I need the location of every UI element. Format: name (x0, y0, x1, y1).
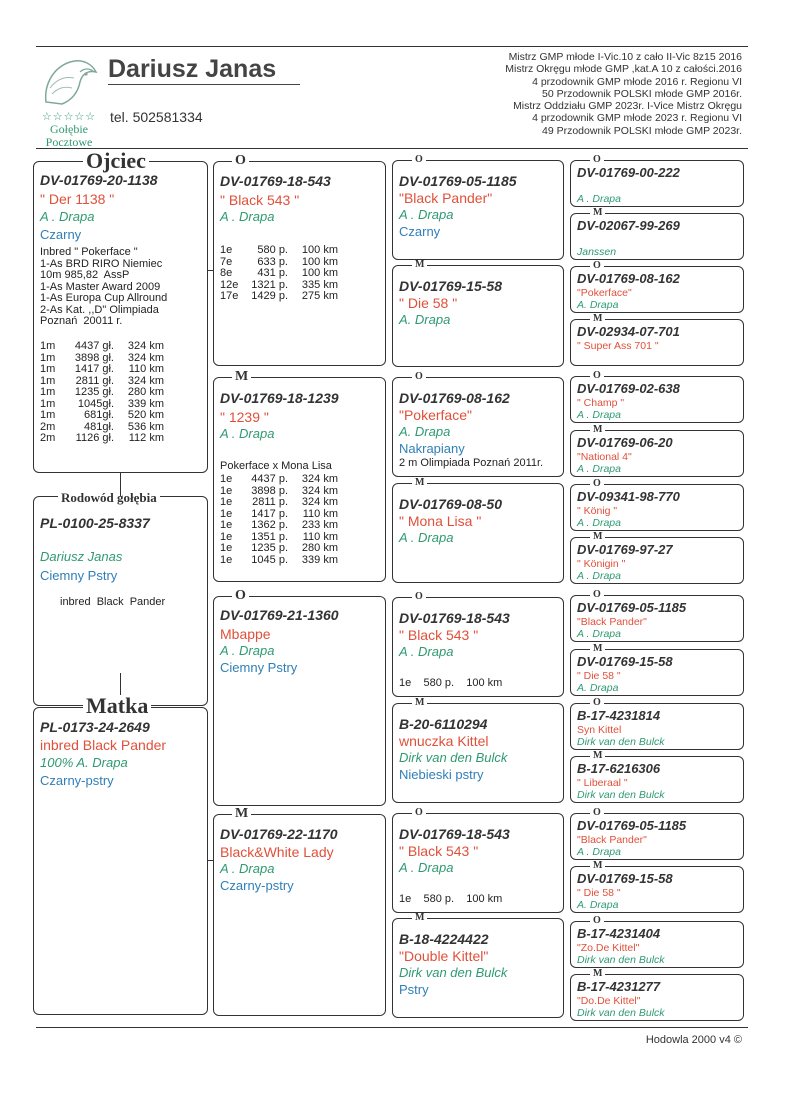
gen3-card-3 (392, 483, 564, 583)
achievements (505, 51, 742, 137)
result-cell: 1235 gł. (74, 386, 114, 398)
gen3-name: "Black Pander" (399, 190, 493, 206)
result-cell: 339 km (301, 553, 338, 566)
subject-ring: PL-0100-25-8337 (40, 515, 150, 531)
result-cell: 481gł. (84, 420, 114, 433)
result-cell: 100 km (301, 244, 338, 256)
gen4-card-2 (570, 266, 744, 313)
result-cell: 324 km (127, 340, 164, 352)
gen4-card-3 (570, 319, 744, 366)
gen4-card-9 (570, 649, 744, 696)
gen4-breeder: A. Drapa (577, 299, 619, 311)
achievement-5: Mistrz Oddziału GMP 2023r. I-Vice Mistrz Okręgu (513, 100, 742, 113)
gen2-ring: DV-01769-18-1239 (220, 390, 339, 406)
result-cell: 1m (40, 386, 56, 398)
result-cell: 100 km (301, 267, 338, 279)
result-row (220, 474, 381, 486)
gen4-ring: DV-09341-98-770 (577, 489, 680, 504)
subject-mother-connector (120, 673, 121, 695)
result-row (40, 433, 203, 445)
gen3-card-2 (392, 377, 564, 477)
gen2-sex-label: M (232, 807, 251, 821)
gen3-sex-label: M (412, 698, 427, 708)
gen4-card-1 (570, 213, 744, 260)
gen2-results (220, 474, 381, 566)
gen4-sex-label: M (590, 751, 605, 761)
gen3-sex-label: O (412, 808, 426, 818)
gen2-card-0 (213, 161, 386, 366)
connector (208, 270, 213, 271)
gen3-colour: Pstry (399, 982, 429, 997)
gen3-sex-label: M (412, 478, 427, 488)
result-cell: 280 km (127, 386, 164, 398)
gen4-breeder: A . Drapa (577, 628, 621, 640)
gen4-breeder: Dirk van den Bulck (577, 789, 665, 801)
gen4-breeder: Janssen (577, 246, 617, 258)
result-cell: 280 km (301, 542, 338, 554)
gen4-card-14 (570, 921, 744, 968)
gen3-sex-label: O (412, 372, 426, 382)
result-row (40, 387, 203, 399)
gen3-ring: DV-01769-08-162 (399, 390, 510, 406)
gen2-colour: Czarny-pstry (220, 878, 294, 893)
gen3-ring: B-20-6110294 (399, 716, 488, 732)
result-cell: 1m (40, 409, 56, 421)
gen3-colour: Czarny (399, 224, 441, 239)
gen3-breeder: A. Drapa (399, 424, 451, 439)
result-row (220, 486, 381, 498)
achievement-6: 4 przodownik GMP młode 2023 r. Regionu VI (532, 112, 742, 125)
gen3-sex-label: O (412, 155, 426, 165)
result-cell: 17e (220, 290, 239, 302)
result-cell: 324 km (127, 351, 164, 364)
gen3-card-7 (392, 918, 564, 1018)
connector (208, 860, 213, 861)
gen4-ring: DV-02067-99-269 (577, 218, 680, 233)
gen4-ring: DV-01769-15-58 (577, 871, 673, 886)
gen4-name: "Black Pander" (577, 616, 647, 628)
gen3-ring: B-18-4224422 (399, 931, 489, 947)
result-row (220, 291, 381, 303)
result-row (40, 364, 203, 376)
result-cell: 1m (40, 340, 56, 352)
result-cell: 1e (220, 542, 233, 554)
software-credit: Hodowla 2000 v4 © (645, 1034, 742, 1046)
gen2-ring: DV-01769-21-1360 (220, 607, 339, 623)
result-cell: 1e (220, 519, 233, 531)
subject-colour: Ciemny Pstry (40, 568, 118, 583)
result-cell: 275 km (301, 290, 338, 302)
gen3-breeder: A . Drapa (399, 207, 454, 222)
gen3-ring: DV-01769-18-543 (399, 826, 510, 842)
result-cell: 536 km (127, 420, 164, 433)
result-cell: 1e (220, 507, 233, 520)
gen2-sex-label: O (232, 154, 249, 168)
achievement-7: 49 Przodownik POLSKI młode GMP 2023r. (542, 124, 742, 137)
result-cell: 580 p. (257, 244, 288, 256)
gen4-sex-label: O (590, 916, 604, 926)
pigeon-logo-icon (34, 54, 104, 106)
gen4-ring: DV-01769-15-58 (577, 654, 673, 669)
gen3-breeder: Dirk van den Bulck (399, 750, 508, 765)
result-cell: 4437 gł. (74, 340, 114, 352)
gen2-breeder: A . Drapa (220, 861, 275, 876)
result-cell: 1045gł. (77, 397, 114, 410)
gen4-card-7 (570, 537, 744, 584)
gen3-card-5 (392, 703, 564, 803)
gen4-name: "Do.De Kittel" (577, 995, 641, 1007)
achievement-4: 50 Przodownik POLSKI młode GMP 2016r. (542, 87, 742, 100)
gen3-ring: DV-01769-08-50 (399, 496, 502, 512)
result-row (40, 341, 203, 353)
gen3-card-0 (392, 160, 564, 260)
result-cell: 233 km (301, 519, 338, 531)
gen4-breeder: A . Drapa (577, 463, 621, 475)
gen4-ring: B-17-4231814 (577, 708, 661, 723)
result-cell: 1362 p. (251, 519, 288, 531)
gen4-breeder: A . Drapa (577, 193, 621, 205)
gen3-breeder: A . Drapa (399, 860, 454, 875)
gen4-sex-label: O (590, 590, 604, 600)
pedigree-label: Rodowód gołębia (58, 491, 160, 504)
gen4-breeder: A . Drapa (577, 846, 621, 858)
gen3-colour: Niebieski pstry (399, 767, 484, 782)
result-cell: 1429 p. (251, 290, 288, 302)
achievement-3: 4 przodownik GMP młode 2016 r. Regionu VI (532, 75, 742, 88)
result-cell: 100 km (301, 255, 338, 268)
mother-breeder: 100% A. Drapa (40, 755, 128, 770)
result-cell: 1e (220, 244, 233, 256)
result-row (40, 399, 203, 411)
result-cell: 1351 p. (251, 530, 288, 543)
gen4-name: "Black Pander" (577, 834, 647, 846)
father-note: 2-As Kat. ,,D" Olimpiada (40, 303, 159, 316)
gen3-name: "Double Kittel" (399, 948, 489, 964)
result-cell: 110 km (128, 363, 164, 375)
father-name: " Der 1138 " (40, 191, 115, 207)
result-cell: 112 km (128, 432, 164, 444)
father-note: 1-As BRD RIRO Niemiec (40, 257, 163, 270)
gen2-name: Black&White Lady (220, 844, 334, 860)
gen3-breeder: A . Drapa (399, 644, 454, 659)
result-cell: 1e (220, 473, 233, 485)
gen4-sex-label: M (590, 425, 605, 435)
result-cell: 110 km (302, 530, 338, 543)
gen3-colour: Nakrapiany (399, 441, 465, 456)
result-cell: 1m (40, 363, 56, 375)
gen4-sex-label: M (590, 969, 605, 979)
gen4-sex-label: O (590, 808, 604, 818)
gen4-card-10 (570, 703, 744, 750)
gen2-card-2 (213, 596, 386, 806)
gen2-name: Mbappe (220, 626, 271, 642)
mother-label: Matka (83, 695, 151, 717)
gen2-card-3 (213, 814, 386, 1016)
result-cell: 1e (220, 484, 233, 497)
owner-name-underline (108, 84, 300, 85)
gen4-ring: DV-01769-00-222 (577, 165, 680, 180)
gen4-breeder: Dirk van den Bulck (577, 954, 665, 966)
father-note: 1-As Europa Cup Allround (40, 292, 168, 304)
gen2-results (220, 245, 381, 303)
result-row (220, 245, 381, 257)
result-cell: 1m (40, 397, 56, 410)
result-cell: 1m (40, 351, 56, 364)
gen4-name: "National 4" (577, 451, 632, 463)
logo (34, 54, 104, 149)
result-cell: 431 p. (257, 267, 288, 279)
result-cell: 1045 p. (251, 553, 288, 566)
result-row (40, 410, 203, 422)
gen3-ring: DV-01769-18-543 (399, 610, 510, 626)
gen4-ring: DV-01769-05-1185 (577, 818, 687, 833)
result-row (220, 497, 381, 509)
gen4-card-0 (570, 160, 744, 207)
result-cell: 1126 gł. (75, 432, 114, 444)
gen3-card-4 (392, 597, 564, 697)
result-cell: 324 km (301, 496, 338, 508)
father-note: Poznań 20011 r. (40, 315, 123, 327)
subject-note: inbred Black Pander (60, 596, 166, 608)
father-results (40, 341, 203, 445)
result-row (220, 532, 381, 544)
gen3-card-1 (392, 265, 564, 367)
gen2-name: " 1239 " (220, 409, 269, 425)
result-row (220, 280, 381, 292)
result-cell: 1e (220, 496, 233, 508)
gen3-result: 2 m Olimpiada Poznań 2011r. (399, 457, 544, 469)
gen4-name: " Königin " (577, 558, 626, 570)
gen4-sex-label: O (590, 261, 604, 271)
achievement-2: Mistrz Okręgu młode GMP ,kat.A 10 z całości.2016 (505, 63, 742, 76)
father-note: 10m 985,82 AssP (40, 269, 130, 281)
result-cell: 335 km (301, 278, 338, 291)
result-cell: 2811 gł. (75, 374, 114, 387)
gen4-card-6 (570, 484, 744, 531)
gen4-name: " König " (577, 505, 618, 517)
mother-colour: Czarny-pstry (40, 773, 114, 788)
gen4-breeder: A. Drapa (577, 899, 619, 911)
father-note: 1-As Master Award 2009 (40, 280, 161, 293)
result-cell: 633 p. (257, 255, 288, 268)
result-cell: 520 km (127, 409, 164, 421)
gen4-card-5 (570, 430, 744, 477)
gen3-breeder: A. Drapa (399, 312, 451, 327)
gen3-result: 1e 580 p. 100 km (399, 677, 503, 689)
result-row (220, 555, 381, 567)
mother-ring: PL-0173-24-2649 (40, 719, 150, 735)
result-row (40, 422, 203, 434)
gen3-result: 1e 580 p. 100 km (399, 893, 503, 905)
logo-text-2: Pocztowe (45, 135, 93, 149)
gen4-name: " Die 58 " (577, 670, 621, 682)
achievement-1: Mistrz GMP młode I-Vic.10 z cało II-Vic 8z15 2016 (508, 51, 742, 63)
gen3-name: " Mona Lisa " (399, 513, 482, 529)
gen2-card-1 (213, 377, 386, 582)
gen3-ring: DV-01769-05-1185 (399, 173, 517, 189)
gen4-ring: B-17-4231404 (577, 926, 661, 941)
gen4-name: " Super Ass 701 " (577, 340, 659, 352)
result-cell: 1235 p. (251, 542, 288, 554)
result-cell: 1m (40, 374, 56, 387)
gen2-note: Pokerface x Mona Lisa (220, 460, 332, 472)
result-row (220, 268, 381, 280)
result-cell: 1e (220, 553, 233, 566)
father-subject-connector (120, 473, 121, 496)
result-cell: 1417 p. (251, 507, 288, 520)
gen3-ring: DV-01769-15-58 (399, 278, 502, 294)
phone: tel. 502581334 (110, 109, 203, 125)
gen3-name: wnuczka Kittel (399, 733, 489, 749)
gen2-breeder: A . Drapa (220, 426, 275, 441)
gen3-name: " Die 58 " (399, 295, 458, 311)
gen4-ring: B-17-4231277 (577, 979, 661, 994)
gen2-ring: DV-01769-18-543 (220, 173, 331, 189)
gen4-ring: DV-01769-05-1185 (577, 600, 687, 615)
result-cell: 4437 p. (251, 473, 288, 485)
gen3-card-6 (392, 813, 564, 913)
result-cell: 1e (220, 530, 233, 543)
result-cell: 7e (220, 255, 233, 268)
gen4-sex-label: M (590, 314, 605, 324)
result-row (220, 257, 381, 269)
result-cell: 110 km (302, 507, 338, 520)
result-cell: 324 km (127, 374, 164, 387)
father-colour: Czarny (40, 227, 82, 242)
father-ring: DV-01769-20-1138 (40, 172, 158, 188)
gen4-name: " Die 58 " (577, 887, 621, 899)
father-label: Ojciec (83, 150, 149, 172)
gen4-breeder: A. Drapa (577, 682, 619, 694)
result-row (220, 543, 381, 555)
gen4-card-13 (570, 866, 744, 913)
result-row (220, 509, 381, 521)
gen3-sex-label: M (412, 260, 427, 270)
result-cell: 324 km (301, 473, 338, 485)
gen4-sex-label: O (590, 479, 604, 489)
gen4-ring: DV-02934-07-701 (577, 324, 680, 339)
gen4-ring: DV-01769-06-20 (577, 435, 673, 450)
gen4-sex-label: M (590, 861, 605, 871)
gen4-name: " Liberaal " (577, 777, 628, 789)
subject-breeder: Dariusz Janas (40, 549, 123, 564)
gen3-name: " Black 543 " (399, 843, 479, 859)
gen2-sex-label: O (232, 589, 249, 603)
gen4-ring: DV-01769-02-638 (577, 381, 680, 396)
result-cell: 1321 p. (251, 278, 288, 291)
gen4-sex-label: M (590, 208, 605, 218)
gen4-card-4 (570, 376, 744, 423)
gen4-name: "Zo.De Kittel" (577, 942, 640, 954)
gen4-sex-label: O (590, 155, 604, 165)
result-row (220, 520, 381, 532)
gen2-ring: DV-01769-22-1170 (220, 826, 338, 842)
gen4-card-15 (570, 974, 744, 1021)
gen4-sex-label: M (590, 532, 605, 542)
gen3-name: " Black 543 " (399, 627, 479, 643)
gen4-breeder: A . Drapa (577, 409, 621, 421)
father-breeder: A . Drapa (40, 209, 95, 224)
gen4-sex-label: M (590, 644, 605, 654)
result-cell: 2811 p. (252, 496, 288, 508)
gen4-name: " Champ " (577, 397, 625, 409)
result-cell: 3898 gł. (74, 351, 114, 364)
father-notes (40, 247, 203, 328)
gen3-breeder: A . Drapa (399, 530, 454, 545)
gen3-name: "Pokerface" (399, 407, 472, 423)
gen2-colour: Ciemny Pstry (220, 660, 298, 675)
gen3-sex-label: O (412, 592, 426, 602)
result-cell: 2m (40, 420, 56, 433)
header-top-rule (36, 46, 748, 47)
result-cell: 339 km (127, 397, 164, 410)
result-cell: 8e (220, 267, 233, 279)
father-card (33, 161, 208, 473)
result-cell: 12e (220, 278, 239, 291)
result-cell: 324 km (301, 484, 338, 497)
result-row (40, 376, 203, 388)
mother-card (33, 707, 208, 1015)
result-cell: 2m (40, 432, 56, 444)
result-cell: 681gł. (84, 409, 114, 421)
gen3-breeder: Dirk van den Bulck (399, 965, 508, 980)
gen4-sex-label: O (590, 698, 604, 708)
gen4-ring: DV-01769-97-27 (577, 542, 673, 557)
gen4-ring: DV-01769-08-162 (577, 271, 680, 286)
logo-stars: ☆☆☆☆☆ (41, 111, 97, 123)
gen4-breeder: Dirk van den Bulck (577, 736, 665, 748)
gen2-breeder: A . Drapa (220, 209, 275, 224)
mother-name: inbred Black Pander (40, 737, 167, 753)
logo-text-1: Gołębie (50, 122, 88, 136)
gen4-name: "Pokerface" (577, 287, 632, 299)
result-cell: 1417 gł. (74, 363, 114, 375)
gen4-card-8 (570, 595, 744, 642)
gen4-ring: B-17-6216306 (577, 761, 661, 776)
result-row (40, 353, 203, 365)
gen4-sex-label: O (590, 371, 604, 381)
owner-name: Dariusz Janas (108, 55, 277, 83)
gen3-sex-label: M (412, 913, 427, 923)
gen4-breeder: Dirk van den Bulck (577, 1007, 665, 1019)
footer-rule (36, 1027, 748, 1028)
gen4-breeder: A . Drapa (577, 570, 621, 582)
gen4-card-11 (570, 756, 744, 803)
gen4-name: Syn Kittel (577, 724, 622, 736)
gen2-sex-label: M (232, 370, 251, 384)
gen4-breeder: A . Drapa (577, 517, 621, 529)
gen2-name: " Black 543 " (220, 192, 300, 208)
gen4-card-12 (570, 813, 744, 860)
gen2-breeder: A . Drapa (220, 643, 275, 658)
result-cell: 3898 p. (251, 484, 288, 497)
father-note: Inbred " Pokerface " (40, 246, 138, 258)
